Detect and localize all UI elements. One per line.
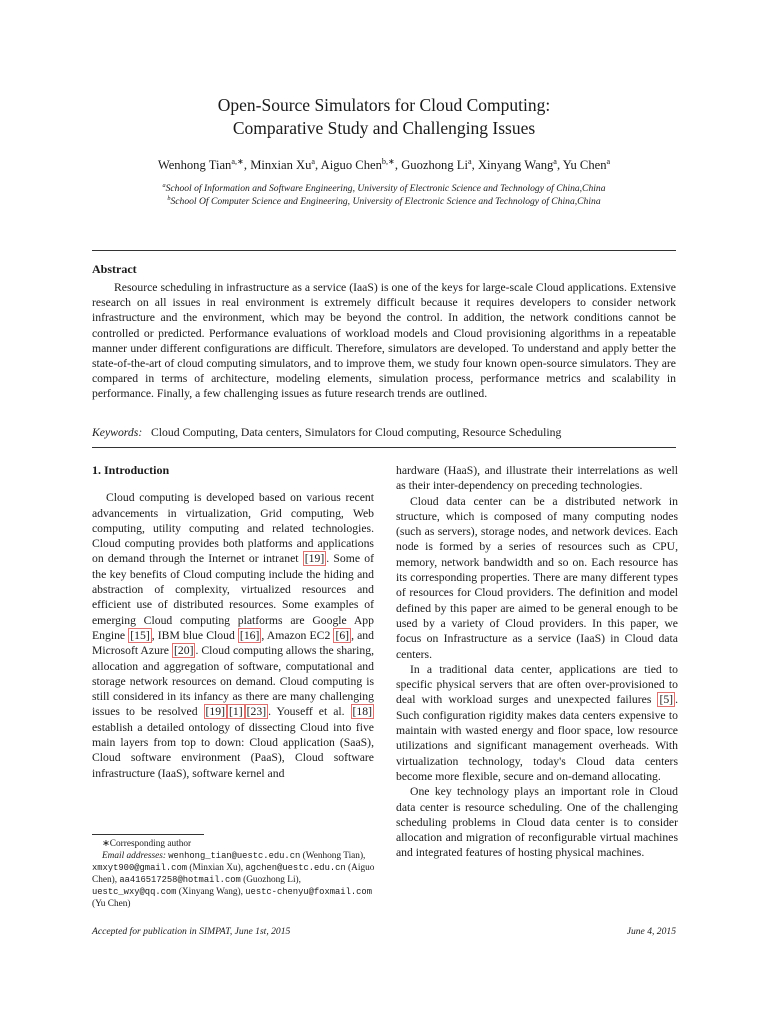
email-owner: (Wenhong Tian), xyxy=(302,851,366,861)
abstract-rule xyxy=(92,447,676,448)
abstract-text: Resource scheduling in infrastructure as a service (IaaS) is one of the keys for large-scale Cloud applications. Extensive research on all issues in real environment is extremely difficult because it requires developers to consider network infrastructure and the environment, which may be beyond the control. In addition, the network conditions cannot be controlled or predicted. Performance evaluations of workload models and Cloud provisioning algorithms in a repeatable manner under different configurations are difficult. Therefore, simulators are developed. To understand and apply better the state-of-the-art of cloud computing simulators, and to improve them, we study four known open-source simulators. They are compared in terms of architecture, modeling elements, simulation process, performance metrics and scalability in performance. Finally, a few challenging issues as future research trends are outlined. xyxy=(92,281,676,401)
abstract-heading: Abstract xyxy=(92,262,137,276)
header-rule xyxy=(92,250,676,251)
citation-link[interactable]: [19] xyxy=(205,705,225,719)
title-line-1: Open-Source Simulators for Cloud Computing: xyxy=(217,95,551,115)
email-link[interactable]: agchen@uestc.edu.cn xyxy=(245,863,346,873)
affiliation-text: School of Information and Software Engineering, University of Electronic Science and Technology of China,China xyxy=(165,183,606,194)
email-link[interactable]: aa416517258@hotmail.com xyxy=(119,875,241,885)
author-mark: a xyxy=(606,156,611,166)
corresponding-note: ∗Corresponding author xyxy=(102,839,192,849)
citation-link[interactable]: [1] xyxy=(228,705,243,719)
affiliation-b xyxy=(92,195,676,208)
author-name: Wenhong Tian xyxy=(157,158,232,172)
author-name: Aiguo Chen xyxy=(320,158,382,172)
footnotes xyxy=(92,838,382,910)
body-paragraph: Cloud data center can be a distributed network in structure, which is composed of many computing nodes (such as servers), storage nodes, and network devices. Each node is formed by a series of resources such as CPU, memory, network bandwidth and so on. Each resource has its corresponding properties. There are many different types of resources for Cloud providers. The definition and model defined by this paper are aimed to be general enough to be used by a variety of Cloud providers. In this paper, we focus on Infrastructure as a service (IaaS) in Cloud data centers. xyxy=(396,494,678,661)
section-heading: 1. Introduction xyxy=(92,463,170,477)
body-paragraph: One key technology plays an important role in Cloud data center is resource scheduling. One of the challenging scheduling problems in Cloud data center is to consider allocation and migration of reconfigurable virtual machines and integrated features of hosting physical machines. xyxy=(396,785,678,860)
citation-link[interactable]: [18] xyxy=(352,705,372,719)
affiliation-a xyxy=(92,182,676,195)
citation-link[interactable]: [16] xyxy=(239,628,260,642)
affiliation-mark: b xyxy=(167,194,171,202)
footnote-rule xyxy=(92,834,204,835)
citation-link[interactable]: [5] xyxy=(659,693,674,707)
author-name: Minxian Xu xyxy=(250,158,312,172)
author-mark: a xyxy=(468,156,472,166)
body-paragraph: In a traditional data center, applications are tied to specific physical servers that are often over-provisioned to deal with workload surges and unexpected failures [5] . Such configuration rigidity makes data centers expensive to maintain with wasted energy and floor space, low resource utilizations and significant management overheads. With virtualization technology, today's Cloud data centers become more flexible, secure and on-demand allocating. xyxy=(396,662,678,783)
citation-link[interactable]: [20] xyxy=(173,644,194,658)
email-link[interactable]: xmxyt900@gmail.com xyxy=(92,863,188,873)
author-list: Wenhong Tian$^{a,∗}$, Minxian Xu$^a$, Aiguo Chen$^{b,∗}$, Guozhong Li$^a$, Xinyang Wang$^a$, Yu Chen$^a$ xyxy=(157,156,611,172)
email-owner: (Minxian Xu), xyxy=(189,863,244,873)
intro-paragraph: Cloud computing is developed based on various recent advancements in virtualization, Grid computing, Web computing, utility computing and related technologies. Cloud computing provides both platforms and applications on demand through the Internet or intranet [19] . Some of the key benefits of Cloud computing include the hiding and abstraction of complexity, virtualized resources and efficient use of distributed resources. Some examples of emerging Cloud computing platforms are Google App Engine [15] , IBM blue Cloud [16] , Amazon EC2 [6] , and Microsoft Azure [20] . Cloud computing allows the sharing, allocation and aggregation of software, computational and storage network resources on demand. Cloud computing is still considered in its infancy as there are many challenging issues to be resolved [19] [1] [23] . Youseff et al. [18] establish a detailed ontology of dissecting Cloud into five main layers from top to down: Cloud application (SaaS), Cloud software environment (PaaS), Cloud software infrastructure (IaaS), software kernel and xyxy=(92,491,375,780)
keywords xyxy=(92,425,676,440)
citation-link[interactable]: [15] xyxy=(130,628,150,642)
citation-link[interactable]: [23] xyxy=(246,705,267,719)
citation-link[interactable]: [19] xyxy=(304,552,325,566)
email-owner: (Xinyang Wang), xyxy=(178,887,243,897)
author-name: Xinyang Wang xyxy=(477,158,554,172)
email-link[interactable]: uestc_wxy@qq.com xyxy=(92,887,177,897)
author-mark: a xyxy=(553,156,557,166)
affiliation-text: School Of Computer Science and Engineering, University of Electronic Science and Technology of China,China xyxy=(170,196,601,207)
keywords-label: Keywords: xyxy=(92,426,143,439)
page-date: June 4, 2015 xyxy=(626,926,676,937)
title-line-2: Comparative Study and Challenging Issues xyxy=(232,118,536,138)
left-column xyxy=(92,463,374,781)
author-name: Guozhong Li xyxy=(401,158,468,172)
keywords-text: Cloud Computing, Data centers, Simulators for Cloud computing, Resource Scheduling xyxy=(150,426,562,439)
author-name: Yu Chen xyxy=(562,158,607,172)
email-label: Email addresses: xyxy=(102,851,166,861)
citation-link[interactable]: [6] xyxy=(335,628,350,642)
email-link[interactable]: wenhong_tian@uestc.edu.cn xyxy=(168,851,301,861)
author-mark: b,∗ xyxy=(381,156,395,166)
affiliations xyxy=(92,182,676,208)
email-owner: (Yu Chen) xyxy=(92,899,131,909)
right-column xyxy=(396,463,678,861)
email-owner: (Guozhong Li), xyxy=(243,875,301,885)
affiliation-mark: a xyxy=(162,181,166,189)
author-mark: a xyxy=(311,156,316,166)
paper-title xyxy=(92,94,676,140)
publication-note: Accepted for publication in SIMPAT, June 1st, 2015 xyxy=(92,926,291,937)
email-link[interactable]: uestc-chenyu@foxmail.com xyxy=(245,887,372,897)
email-note xyxy=(92,850,382,910)
email-owner: (Aiguo Chen), xyxy=(92,863,375,885)
body-paragraph: hardware (HaaS), and illustrate their interrelations as well as their inter-dependency on preceding technologies. xyxy=(396,464,678,493)
author-mark: a,∗ xyxy=(231,156,244,166)
